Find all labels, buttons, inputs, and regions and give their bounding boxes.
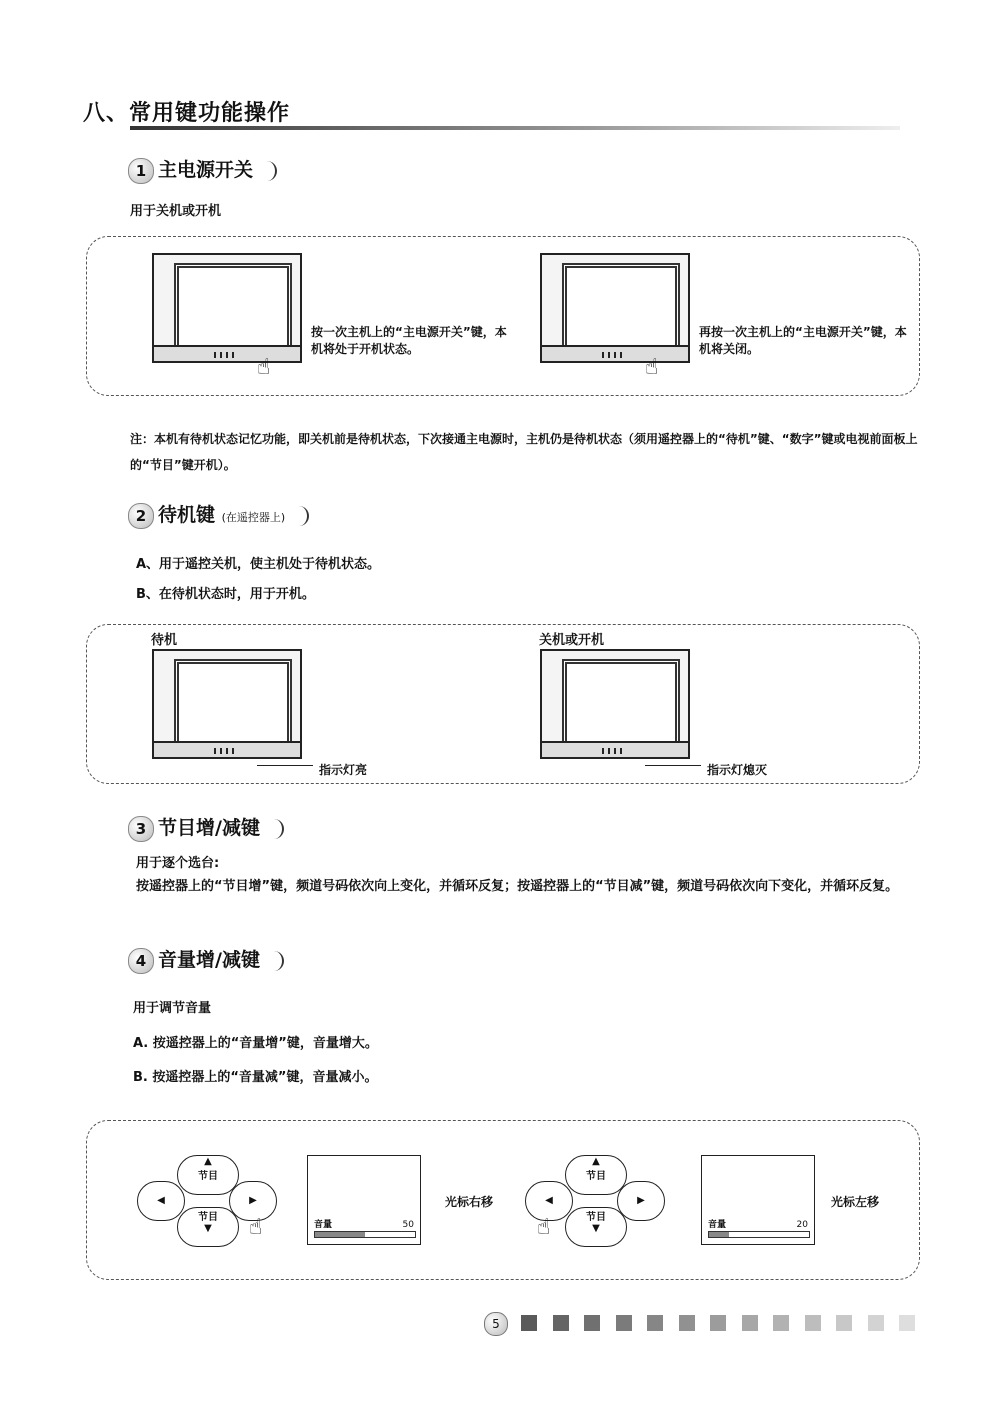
section-2-item-a: A、用于遥控关机，使主机处于待机状态。 [136,557,381,572]
section-1-desc: 用于关机或开机 [130,204,222,219]
tv-illustration [152,253,302,363]
section-1-title: 主电源开关 [158,159,254,181]
cursor-left-caption: 光标左移 [831,1195,880,1209]
volume-up-button: ▶ [617,1181,665,1221]
volume-label: 音量 [708,1220,727,1230]
section-4-desc: 用于调节音量 [133,1001,212,1016]
volume-level-fill [709,1232,729,1237]
footer-square [679,1315,695,1331]
volume-osd-screen [307,1155,421,1245]
tv-illustration [152,649,302,759]
footer-square [521,1315,537,1331]
section-4-item-a: A. 按遥控器上的“音量增”键，音量增大。 [133,1036,378,1051]
footer-square [553,1315,569,1331]
indicator-off-label: 指示灯熄灭 [707,763,768,777]
channel-up-button: ▲ 节目 [177,1155,239,1195]
standby-label: 待机 [151,633,178,648]
section-2-number: 2 [128,503,154,529]
section-1-number: 1 [128,158,154,184]
section-2-item-b: B、在待机状态时，用于开机。 [136,587,315,602]
power-on-caption: 按一次主机上的“主电源开关”键，本机将处于开机状态。 [311,325,507,356]
volume-level-fill [315,1232,365,1237]
tv-illustration [540,253,690,363]
hand-pointer-icon: ☝ [645,355,659,380]
section-3-heading [128,813,284,842]
channel-down-button: 节目 ▼ [177,1207,239,1247]
section-2-title: 待机键 [158,504,216,526]
volume-osd-screen [701,1155,815,1245]
footer-square [710,1315,726,1331]
chapter-title: 八、常用键功能操作 [83,101,291,126]
section-3-line2: 按遥控器上的“节目增”键，频道号码依次向上变化，并循环反复；按遥控器上的“节目减”键，频道号码依次向下变化，并循环反复。 [136,879,899,894]
channel-up-button: ▲ 节目 [565,1155,627,1195]
volume-value: 20 [796,1220,808,1230]
footer-square [584,1315,600,1331]
volume-label: 音量 [314,1220,333,1230]
footer-square [616,1315,632,1331]
channel-down-button: 节目 ▼ [565,1207,627,1247]
power-off-caption: 再按一次主机上的“主电源开关”键，本机将关闭。 [699,325,907,356]
section-3-title: 节目增/减键 [158,817,260,839]
volume-down-button: ◀ [137,1181,185,1221]
footer-square [647,1315,663,1331]
volume-figure-box [86,1120,920,1280]
indicator-on-label: 指示灯亮 [319,763,368,777]
section-3-number: 3 [128,816,154,842]
section-4-heading [128,945,284,974]
section-1-heading [128,155,277,184]
footer-square [742,1315,758,1331]
hand-pointer-icon: ☝ [249,1215,263,1240]
chapter-divider [130,126,900,130]
footer-square [773,1315,789,1331]
footer-square [805,1315,821,1331]
standby-memory-note: 注：本机有待机状态记忆功能，即关机前是待机状态，下次接通主电源时，主机仍是待机状态（须用遥控器上的“待机”键、“数字”键或电视前面板上的“节目”键开机）。 [130,432,918,472]
footer-square [899,1315,915,1331]
volume-down-button: ◀ [525,1181,573,1221]
standby-figure-box [86,624,920,784]
section-4-number: 4 [128,948,154,974]
hand-pointer-icon: ☝ [257,355,271,380]
section-4-item-b: B. 按遥控器上的“音量减”键，音量减小。 [133,1070,378,1085]
power-toggle-label: 关机或开机 [539,633,605,648]
volume-up-button: ▶ [229,1181,277,1221]
power-figure-box [86,236,920,396]
section-2-subtitle: (在遥控器上) [221,511,286,524]
section-2-heading [128,500,309,529]
volume-value: 50 [402,1220,414,1230]
section-4-title: 音量增/减键 [158,949,260,971]
cursor-right-caption: 光标右移 [445,1195,494,1209]
section-3-line1: 用于逐个选台: [136,856,220,871]
page-number: 5 [484,1312,508,1336]
footer-square [836,1315,852,1331]
tv-illustration [540,649,690,759]
footer-square [868,1315,884,1331]
hand-pointer-icon: ☝ [537,1215,551,1240]
